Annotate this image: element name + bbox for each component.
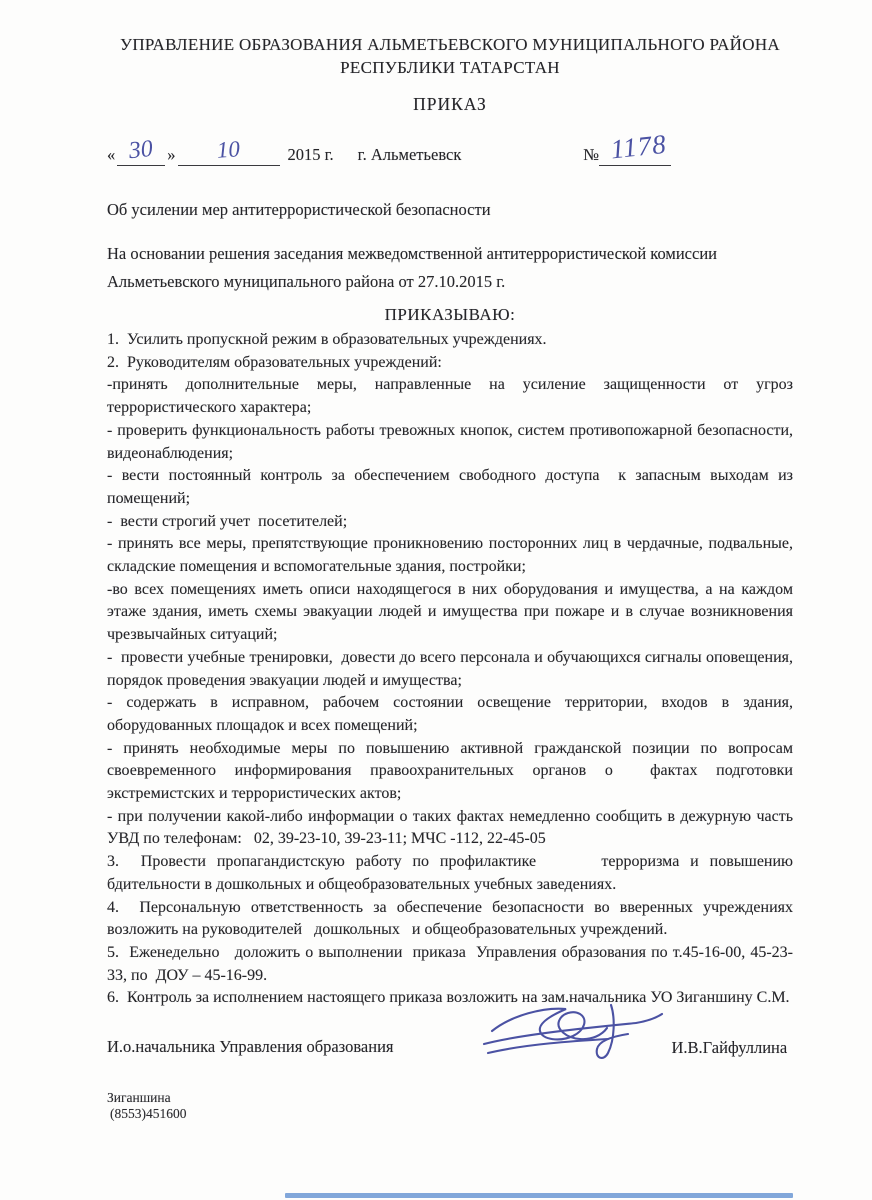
signer-name: И.В.Гайфуллина [671, 1038, 788, 1058]
number-blank [599, 128, 671, 166]
order-keyword: ПРИКАЗЫВАЮ: [384, 305, 516, 324]
order-item-paragraph: - проверить функциональность работы тревожных кнопок, систем противопожарной безопасности, видеонаблюдения; [107, 421, 797, 462]
handwritten-month: 10 [215, 136, 241, 163]
order-item-paragraph: - при получении какой-либо информации о таких фактах немедленно сообщить в дежурную часть УВД по телефонам: 02, 39-23-10, 39-23-11; МЧС -112, 22-45-05 [107, 807, 797, 848]
doc-type-title: ПРИКАЗ [413, 94, 487, 114]
order-item-paragraph: -во всех помещениях иметь описи находящегося в них оборудования и имущества, а на каждом этаже здания, иметь схемы эвакуации людей и имущества при пожаре и в случае возникновения чрезвычайных ситуаций; [107, 580, 797, 644]
order-item-paragraph: - вести постоянный контроль за обеспечением свободного доступа к запасным выходам из помещений; [107, 467, 797, 507]
order-item-paragraph: 5. Еженедельно доложить о выполнении приказа Управления образования по т.45-16-00, 45-23-33, по ДОУ – 45-16-99. [107, 943, 793, 984]
order-item-paragraph: - провести учебные тренировки, довести до всего персонала и обучающихся сигналы оповещения, порядок проведения эвакуации людей и имущества; [107, 648, 797, 689]
order-item-paragraph: 4. Персональную ответственность за обеспечение безопасности во вверенных учреждениях возложить на руководителей дошкольных и общеобразовательных учреждений. [107, 898, 805, 939]
city-label: г. Альметьевск [357, 145, 462, 164]
document-content [107, 0, 805, 1122]
executor-block [107, 1090, 793, 1122]
order-item-paragraph: - принять необходимые меры по повышению активной гражданской позиции по вопросам своевременного информирования правоохранительных органов о фактах подготовки экстремистских и террористических актов; [107, 739, 797, 803]
order-item-paragraph: - вести строгий учет посетителей; [107, 512, 348, 530]
order-item-paragraph: 1. Усилить пропускной режим в образовательных учреждениях. [107, 331, 547, 348]
signer-position: И.о.начальника Управления образования [107, 1037, 394, 1057]
handwritten-number: 1178 [609, 128, 669, 165]
order-item-paragraph: - принять все меры, препятствующие проникновению посторонних лиц в чердачные, подвальные, складские помещения и вспомогательные здания, постройки; [107, 535, 797, 576]
subject-line: Об усилении мер антитеррористической безопасности [107, 200, 491, 219]
order-item-paragraph: -принять дополнительные меры, направленные на усиление защищенности от угроз террористического характера; [107, 376, 797, 417]
date-line [107, 128, 793, 166]
executor-phone: (8553)451600 [110, 1106, 187, 1122]
quote-open: « [107, 145, 116, 164]
year-label: 2015 г. [287, 145, 334, 164]
day-blank [117, 135, 165, 166]
scan-artifact-bar [285, 1193, 793, 1198]
month-blank [178, 136, 280, 166]
org-name-line2: РЕСПУБЛИКИ ТАТАРСТАН [340, 58, 560, 77]
number-sign: № [583, 145, 599, 164]
signature-block [107, 1018, 793, 1076]
doc-number-group [583, 128, 671, 166]
quote-close: » [167, 145, 176, 164]
order-item-paragraph: - содержать в исправном, рабочем состоянии освещение территории, входов в здания, оборудованных площадок и всех помещений; [107, 694, 797, 734]
basis-paragraph: На основании решения заседания межведомственной антитеррористической комиссии Альметьевского муниципального района от 27.10.2015 г. [107, 244, 717, 291]
org-name-line1: УПРАВЛЕНИЕ ОБРАЗОВАНИЯ АЛЬМЕТЬЕВСКОГО МУНИЦИПАЛЬНОГО РАЙОНА [120, 35, 780, 54]
order-item-paragraph: 6. Контроль за исполнением настоящего приказа возложить на зам.начальника УО Зиганшину С.М. [107, 989, 790, 1007]
handwritten-day: 30 [127, 135, 155, 165]
letterhead [107, 0, 793, 79]
order-body [107, 329, 805, 1010]
signature-icon [478, 997, 668, 1071]
executor-name: Зиганшина [107, 1090, 171, 1106]
order-item-paragraph: 3. Провести пропагандистскую работу по профилактике терроризма и повышению бдительности в дошкольных и общеобразовательных учебных заведениях. [107, 853, 797, 893]
order-item-paragraph: 2. Руководителям образовательных учреждений: [107, 353, 442, 371]
